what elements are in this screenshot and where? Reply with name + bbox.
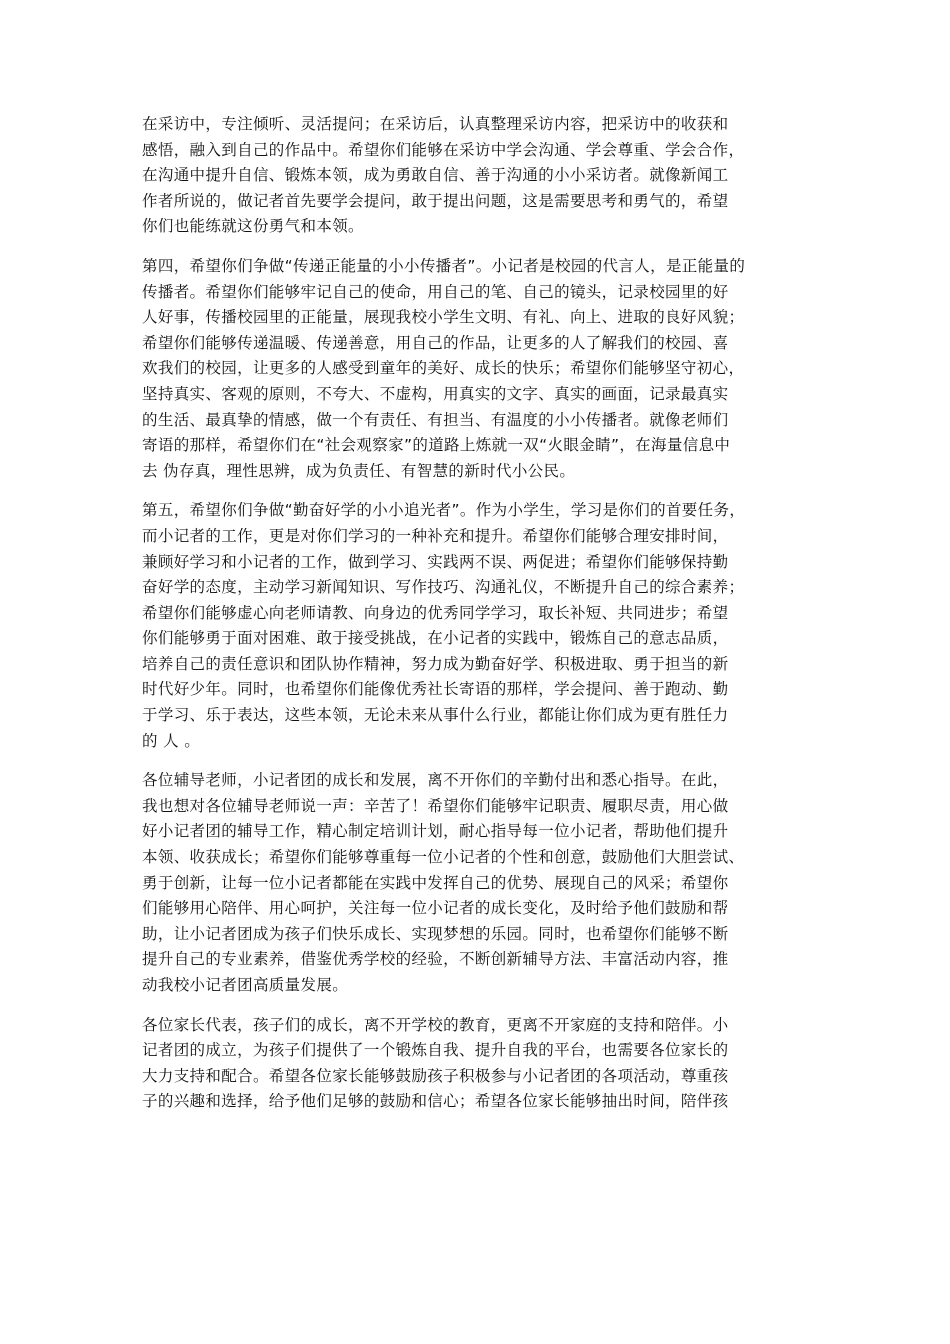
- text-line: 各位辅导老师，小记者团的成长和发展，离不开你们的辛勤付出和悉心指导。在此，: [142, 771, 729, 790]
- text-line: 作者所说的，做记者首先要学会提问，敢于提出问题，这是需要思考和勇气的，希望: [142, 191, 729, 210]
- text-line: 第五，希望你们争做“勤奋好学的小小追光者”。作为小学生，学习是你们的首要任务，: [142, 501, 746, 520]
- text-line: 人好事，传播校园里的正能量，展现我校小学生文明、有礼、向上、进取的良好风貌；: [142, 308, 745, 327]
- text-line: 动我校小记者团高质量发展。: [142, 976, 349, 994]
- text-line: 子的兴趣和选择，给予他们足够的鼓励和信心；希望各位家长能够抽出时间，陪伴孩: [142, 1092, 729, 1111]
- text-line: 寄语的那样，希望你们在“社会观察家”的道路上炼就一双“火眼金睛”，在海量信息中: [142, 436, 731, 455]
- text-line: 传播者。希望你们能够牢记自己的使命，用自己的笔、自己的镜头，记录校园里的好: [142, 282, 729, 301]
- paragraph-fifth-hope: [142, 498, 822, 754]
- paragraph-fourth-hope: [142, 254, 822, 484]
- text-line: 培养自己的责任意识和团队协作精神，努力成为勤奋好学、积极进取、勇于担当的新: [142, 654, 729, 673]
- text-line: 的 人 。: [142, 731, 201, 750]
- text-line: 勇于创新，让每一位小记者都能在实践中发挥自己的优势、展现自己的风采；希望你: [142, 873, 729, 892]
- text-line: 助，让小记者团成为孩子们快乐成长、实现梦想的乐园。同时，也希望你们能够不断: [142, 924, 729, 943]
- paragraph-interview: [142, 112, 822, 240]
- text-line: 记者团的成立，为孩子们提供了一个锻炼自我、提升自我的平台，也需要各位家长的: [142, 1041, 729, 1060]
- text-line: 本领、收获成长；希望你们能够尊重每一位小记者的个性和创意，鼓励他们大胆尝试、: [142, 848, 745, 867]
- text-line: 第四，希望你们争做“传递正能量的小小传播者”。小记者是校园的代言人，是正能量的: [142, 256, 746, 275]
- text-line: 你们也能练就这份勇气和本领。: [142, 217, 364, 236]
- document-body: [142, 112, 822, 1129]
- text-line: 于学习、乐于表达，这些本领，无论未来从事什么行业，都能让你们成为更有胜任力: [142, 706, 729, 725]
- text-line: 们能够用心陪伴、用心呵护，关注每一位小记者的成长变化，及时给予他们鼓励和帮: [142, 899, 729, 918]
- text-line: 而小记者的工作，更是对你们学习的一种补充和提升。希望你们能够合理安排时间，: [142, 526, 729, 545]
- text-line: 好小记者团的辅导工作，精心制定培训计划，耐心指导每一位小记者，帮助他们提升: [142, 822, 729, 841]
- text-line: 去 伪存真，理性思辨，成为负责任、有智慧的新时代小公民。: [142, 461, 576, 480]
- text-line: 坚持真实、客观的原则，不夸大、不虚构，用真实的文字、真实的画面，记录最真实: [142, 384, 729, 403]
- text-line: 欢我们的校园，让更多的人感受到童年的美好、成长的快乐；希望你们能够坚守初心，: [142, 359, 745, 378]
- text-line: 在沟通中提升自信、锻炼本领，成为勇敢自信、善于沟通的小小采访者。就像新闻工: [142, 166, 729, 185]
- text-line: 各位家长代表，孩子们的成长，离不开学校的教育，更离不开家庭的支持和陪伴。小: [142, 1015, 729, 1034]
- text-line: 在采访中，专注倾听、灵活提问；在采访后，认真整理采访内容，把采访中的收获和: [142, 115, 729, 133]
- text-line: 兼顾好学习和小记者的工作，做到学习、实践两不误、两促进；希望你们能够保持勤: [142, 552, 729, 571]
- paragraph-parents: [142, 1013, 822, 1115]
- text-line: 奋好学的态度，主动学习新闻知识、写作技巧、沟通礼仪，不断提升自己的综合素养；: [142, 578, 745, 597]
- text-line: 希望你们能够传递温暖、传递善意，用自己的作品，让更多的人了解我们的校园、喜: [142, 333, 729, 352]
- text-line: 提升自己的专业素养，借鉴优秀学校的经验，不断创新辅导方法、丰富活动内容，推: [142, 950, 729, 969]
- text-line: 我也想对各位辅导老师说一声：辛苦了！希望你们能够牢记职责、履职尽责，用心做: [142, 796, 729, 815]
- text-line: 希望你们能够虚心向老师请教、向身边的优秀同学学习，取长补短、共同进步；希望: [142, 603, 729, 622]
- paragraph-advisors: [142, 768, 822, 998]
- text-line: 时代好少年。同时，也希望你们能像优秀社长寄语的那样，学会提问、善于跑动、勤: [142, 680, 729, 699]
- text-line: 感悟，融入到自己的作品中。希望你们能够在采访中学会沟通、学会尊重、学会合作，: [142, 140, 745, 159]
- text-line: 你们能够勇于面对困难、敢于接受挑战，在小记者的实践中，锻炼自己的意志品质，: [142, 629, 729, 648]
- text-line: 大力支持和配合。希望各位家长能够鼓励孩子积极参与小记者团的各项活动，尊重孩: [142, 1066, 729, 1085]
- text-line: 的生活、最真挚的情感，做一个有责任、有担当、有温度的小小传播者。就像老师们: [142, 410, 729, 429]
